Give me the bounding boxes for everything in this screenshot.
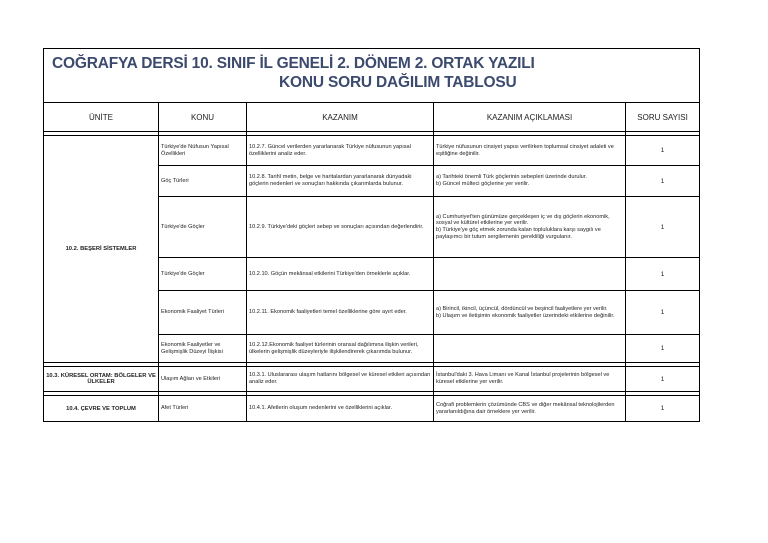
header-row <box>44 103 700 132</box>
konu-cell: Göç Türleri <box>159 166 247 197</box>
table-row <box>44 136 700 166</box>
soru-cell: 1 <box>626 258 700 291</box>
aciklama-cell: a) Tarihteki önemli Türk göçlerinin sebepleri üzerinde durulur. b) Güncel mülteci göçlerine yer verilir. <box>434 166 626 197</box>
konu-cell: Türkiye'de Göçler <box>159 197 247 258</box>
title-cell <box>44 49 700 103</box>
aciklama-cell <box>434 258 626 291</box>
header-aciklama: KAZANIM AÇIKLAMASI <box>434 103 626 132</box>
page-subtitle: KONU SORU DAĞILIM TABLOSU <box>279 74 517 91</box>
konu-cell: Ekonomik Faaliyetler ve Gelişmişlik Düzeyi İlişkisi <box>159 335 247 363</box>
konu-cell: Ulaşım Ağları ve Etkileri <box>159 367 247 392</box>
soru-cell: 1 <box>626 136 700 166</box>
header-soru: SORU SAYISI <box>626 103 700 132</box>
soru-cell: 1 <box>626 335 700 363</box>
konu-cell: Ekonomik Faaliyet Türleri <box>159 291 247 335</box>
aciklama-cell: a) Birincil, ikincil, üçüncül, dördüncül ve beşincil faaliyetlere yer verilir. b) Ulaşım ve iletişimin ekonomik faaliyetler üzerindeki etkilerine değinilir. <box>434 291 626 335</box>
kazanim-cell: 10.2.10. Göçün mekânsal etkilerini Türkiye'den örneklerle açıklar. <box>247 258 434 291</box>
konu-cell: Türkiye'de Nüfusun Yapısal Özellikleri <box>159 136 247 166</box>
soru-cell: 1 <box>626 166 700 197</box>
header-konu: KONU <box>159 103 247 132</box>
table-row <box>44 367 700 392</box>
page-title: COĞRAFYA DERSİ 10. SINIF İL GENELİ 2. DÖNEM 2. ORTAK YAZILI <box>52 55 535 72</box>
unit-cell: 10.3. KÜRESEL ORTAM: BÖLGELER VE ÜLKELER <box>44 367 159 392</box>
kazanim-cell: 10.2.9. Türkiye'deki göçleri sebep ve sonuçları açısından değerlendirir. <box>247 197 434 258</box>
kazanim-cell: 10.4.1. Afetlerin oluşum nedenlerini ve özelliklerini açıklar. <box>247 396 434 422</box>
soru-cell: 1 <box>626 367 700 392</box>
kazanim-cell: 10.2.11. Ekonomik faaliyetleri temel özelliklerine göre ayırt eder. <box>247 291 434 335</box>
aciklama-cell: İstanbul'daki 3. Hava Limanı ve Kanal İstanbul projelerinin bölgesel ve küresel etkilerine yer verilir. <box>434 367 626 392</box>
soru-cell: 1 <box>626 396 700 422</box>
aciklama-cell <box>434 335 626 363</box>
kazanim-cell: 10.2.7. Güncel verilerden yararlanarak Türkiye nüfusunun yapısal özelliklerini analiz eder. <box>247 136 434 166</box>
table-row <box>44 396 700 422</box>
header-kazanim: KAZANIM <box>247 103 434 132</box>
konu-cell: Türkiye'de Göçler <box>159 258 247 291</box>
kazanim-cell: 10.2.8. Tarihî metin, belge ve haritalardan yararlanarak dünyadaki göçlerin nedenleri ve sonuçları hakkında çıkarımlarda bulunur. <box>247 166 434 197</box>
unit-cell: 10.2. BEŞERİ SİSTEMLER <box>44 136 159 363</box>
kazanim-cell: 10.3.1. Uluslararası ulaşım hatlarını bölgesel ve küresel etkileri açısından analiz eder. <box>247 367 434 392</box>
distribution-table <box>43 48 700 422</box>
distribution-sheet <box>43 48 699 422</box>
header-unite: ÜNİTE <box>44 103 159 132</box>
soru-cell: 1 <box>626 291 700 335</box>
kazanim-cell: 10.2.12.Ekonomik faaliyet türlerinin oransal dağılımına ilişkin verileri, ülkelerin gelişmişlik düzeyleriyle ilişkilendirerek çıkarımda bulunur. <box>247 335 434 363</box>
aciklama-cell: a) Cumhuriyet'ten günümüze gerçekleşen iç ve dış göçlerin ekonomik, sosyal ve kültürel etkilerine yer verilir. b) Türkiye'ye göç etmek zorunda kalan topluluklara karşı saygılı ve paylaşımcı bir tutum sergilemenin gerekliliği vurgulanır. <box>434 197 626 258</box>
konu-cell: Afet Türleri <box>159 396 247 422</box>
aciklama-cell: Türkiye nüfusunun cinsiyet yapısı verilirken toplumsal cinsiyet adaleti ve eşitliğine değinilir. <box>434 136 626 166</box>
soru-cell: 1 <box>626 197 700 258</box>
unit-cell: 10.4. ÇEVRE VE TOPLUM <box>44 396 159 422</box>
aciklama-cell: Coğrafi problemlerin çözümünde CBS ve diğer mekânsal teknolojilerden yararlanıldığına dair örneklere yer verilir. <box>434 396 626 422</box>
